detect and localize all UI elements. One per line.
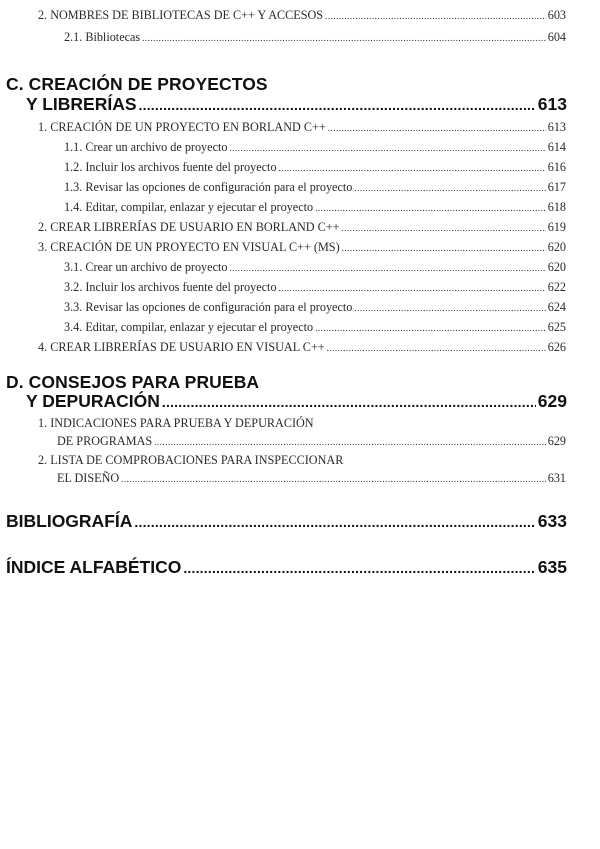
leader-dots: [327, 340, 546, 355]
toc-entry: [64, 300, 566, 315]
toc-entry: [64, 260, 566, 275]
toc-entry: [57, 471, 566, 486]
toc-entry-label-cont: EL DISEÑO: [57, 471, 120, 485]
toc-entry-label: 2. LISTA DE COMPROBACIONES PARA INSPECCIONAR: [38, 453, 344, 467]
toc-entry-page: 620: [547, 240, 566, 254]
toc-entry-page: 604: [547, 30, 566, 44]
leader-dots: [325, 8, 546, 23]
section-d-title: D. CONSEJOS PARA PRUEBA: [6, 372, 260, 392]
indice-row: [6, 557, 567, 578]
toc-entry: [38, 220, 566, 235]
toc-entry: [64, 320, 566, 335]
leader-dots: [328, 120, 546, 135]
toc-entry-label: 3.3. Revisar las opciones de configuración para el proyecto: [64, 300, 353, 314]
section-c-title-row: [26, 94, 567, 115]
toc-entry-page: 613: [547, 120, 566, 134]
toc-entry-page: 616: [547, 160, 566, 174]
section-c-page: 613: [537, 94, 567, 114]
toc-entry: [64, 160, 566, 175]
toc-entry-label: 1. INDICACIONES PARA PRUEBA Y DEPURACIÓN: [38, 416, 314, 430]
leader-dots: [134, 511, 535, 532]
toc-entry-page: 625: [547, 320, 566, 334]
toc-entry-page: 629: [547, 434, 566, 448]
toc-entry-page: 631: [547, 471, 566, 485]
toc-entry-label: 2. NOMBRES DE BIBLIOTECAS DE C++ Y ACCESOS: [38, 8, 324, 22]
section-c-title: C. CREACIÓN DE PROYECTOS: [6, 74, 268, 94]
section-d-title-line2: Y DEPURACIÓN: [26, 391, 160, 411]
leader-dots: [342, 220, 546, 235]
bibliografia-row: [6, 511, 567, 532]
leader-dots: [315, 320, 546, 335]
toc-entry-page: 603: [547, 8, 566, 22]
toc-entry-page: 619: [547, 220, 566, 234]
toc-entry: [38, 340, 566, 355]
toc-entry: [64, 30, 566, 45]
toc-entry: [38, 8, 566, 23]
leader-dots: [279, 280, 546, 295]
leader-dots: [279, 160, 546, 175]
leader-dots: [315, 200, 546, 215]
toc-entry-label: 3.2. Incluir los archivos fuente del proyecto: [64, 280, 277, 294]
toc-entry: [64, 180, 566, 195]
toc-entry-label-cont: DE PROGRAMAS: [57, 434, 153, 448]
toc-entry-page: 618: [547, 200, 566, 214]
leader-dots: [142, 30, 546, 45]
indice-page: 635: [537, 557, 567, 577]
section-c-title-line2: Y LIBRERÍAS: [26, 94, 137, 114]
leader-dots: [154, 434, 546, 449]
toc-entry-label: 1.1. Crear un archivo de proyecto: [64, 140, 228, 154]
toc-entry: [38, 120, 566, 135]
toc-entry-page: 626: [547, 340, 566, 354]
leader-dots: [162, 391, 536, 412]
leader-dots: [354, 180, 545, 195]
toc-entry-label: 3. CREACIÓN DE UN PROYECTO EN VISUAL C++ (MS): [38, 240, 340, 254]
toc-entry: [57, 434, 566, 449]
leader-dots: [229, 140, 545, 155]
toc-entry-label: 2.1. Bibliotecas: [64, 30, 141, 44]
toc-entry-page: 620: [547, 260, 566, 274]
bibliografia-title: BIBLIOGRAFÍA: [6, 511, 133, 531]
toc-entry-label: 4. CREAR LIBRERÍAS DE USUARIO EN VISUAL C++: [38, 340, 325, 354]
toc-entry-label: 3.1. Crear un archivo de proyecto: [64, 260, 228, 274]
toc-entry: [38, 240, 566, 255]
leader-dots: [342, 240, 546, 255]
bibliografia-page: 633: [537, 511, 567, 531]
toc-entry-label: 3.4. Editar, compilar, enlazar y ejecutar el proyecto: [64, 320, 314, 334]
toc-entry-label: 1. CREACIÓN DE UN PROYECTO EN BORLAND C++: [38, 120, 326, 134]
toc-entry-page: 614: [547, 140, 566, 154]
indice-title: ÍNDICE ALFABÉTICO: [6, 557, 182, 577]
leader-dots: [183, 557, 535, 578]
toc-entry: [64, 140, 566, 155]
toc-entry-label: 1.2. Incluir los archivos fuente del proyecto: [64, 160, 277, 174]
leader-dots: [139, 94, 536, 115]
section-d-title-row: [26, 391, 567, 412]
leader-dots: [229, 260, 545, 275]
toc-entry-label: 1.4. Editar, compilar, enlazar y ejecutar el proyecto: [64, 200, 314, 214]
toc-entry-label: 2. CREAR LIBRERÍAS DE USUARIO EN BORLAND C++: [38, 220, 340, 234]
toc-entry-label: 1.3. Revisar las opciones de configuración para el proyecto: [64, 180, 353, 194]
toc-entry: [64, 280, 566, 295]
toc-entry: [64, 200, 566, 215]
toc-entry-page: 617: [547, 180, 566, 194]
toc-entry-page: 622: [547, 280, 566, 294]
leader-dots: [354, 300, 545, 315]
toc-entry-page: 624: [547, 300, 566, 314]
leader-dots: [121, 471, 546, 486]
section-d-page: 629: [537, 391, 567, 411]
